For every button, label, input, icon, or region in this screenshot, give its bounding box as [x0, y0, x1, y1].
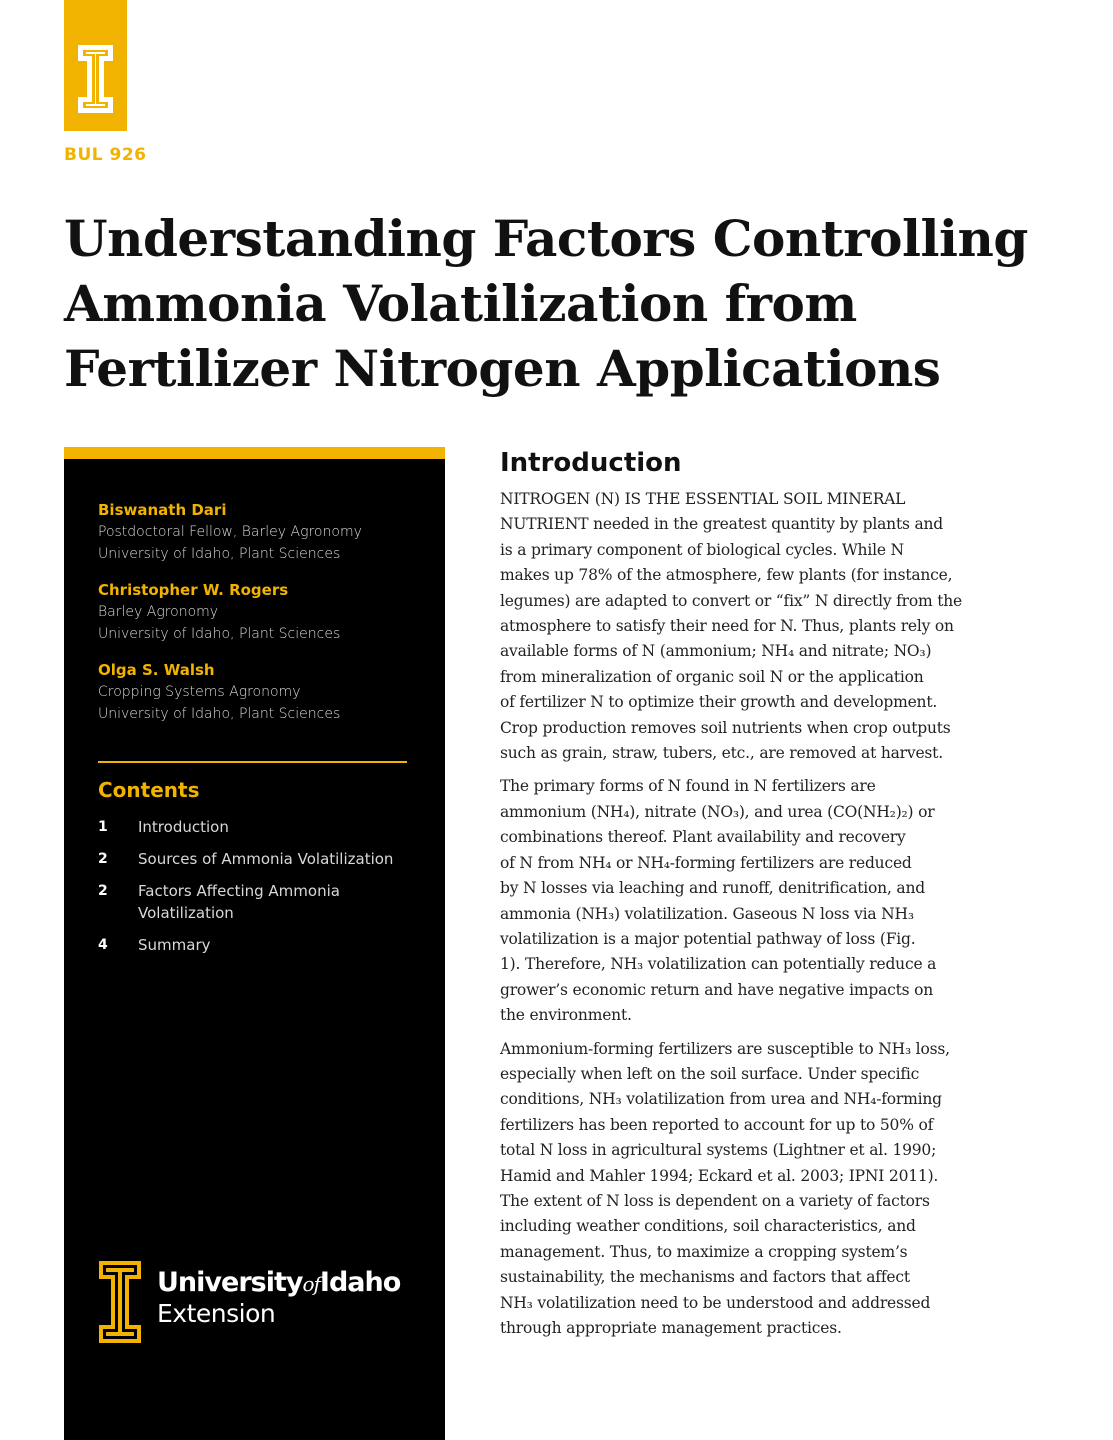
author-block — [98, 579, 418, 645]
text-line: The extent of N loss is dependent on a variety of factors — [500, 1191, 930, 1210]
title-line: Ammonia Volatilization from — [64, 274, 857, 333]
text-line: volatilization is a major potential pathway of loss (Fig. — [500, 929, 916, 948]
contents-heading: Contents — [98, 778, 200, 802]
logo-extension: Extension — [157, 1299, 276, 1328]
text-line: total N loss in agricultural systems (Lightner et al. 1990; — [500, 1141, 937, 1160]
text-line: makes up 78% of the atmosphere, few plants (for instance, — [500, 566, 953, 585]
text-line: such as grain, straw, tubers, etc., are removed at harvest. — [500, 744, 943, 763]
text-line: NUTRIENT needed in the greatest quantity by plants and — [500, 515, 943, 534]
text-line: available forms of N (ammonium; NH₄ and nitrate; NO₃) — [500, 642, 932, 661]
toc-page-number: 4 — [98, 937, 108, 953]
main-content — [500, 445, 1000, 1349]
title-line: Fertilizer Nitrogen Applications — [64, 339, 941, 398]
table-of-contents — [98, 816, 418, 966]
author-title: Cropping Systems Agronomy — [98, 684, 301, 700]
text-line: management. Thus, to maximize a cropping system’s — [500, 1242, 908, 1261]
author-title: Postdoctoral Fellow, Barley Agronomy — [98, 524, 362, 540]
paragraph — [500, 1037, 1000, 1342]
toc-item[interactable] — [98, 816, 418, 838]
text-line: of fertilizer N to optimize their growth and development. — [500, 693, 938, 712]
paragraph — [500, 774, 1000, 1028]
university-i-logo-icon — [77, 44, 114, 114]
text-line: combinations thereof. Plant availability and recovery — [500, 828, 906, 847]
logo-wordmark — [157, 1267, 400, 1300]
text-line: especially when left on the soil surface. Under specific — [500, 1064, 920, 1083]
author-block — [98, 659, 418, 725]
text-line: ammonium (NH₄), nitrate (NO₃), and urea (CO(NH₂)₂) or — [500, 802, 935, 821]
university-of-idaho-extension-logo — [97, 1259, 417, 1349]
text-line: Crop production removes soil nutrients when crop outputs — [500, 718, 951, 737]
section-heading: Introduction — [500, 448, 682, 478]
sidebar — [64, 447, 445, 1440]
text-line: including weather conditions, soil characteristics, and — [500, 1217, 916, 1236]
page-title — [64, 206, 1064, 401]
text-line: sustainability, the mechanisms and factors that affect — [500, 1268, 910, 1287]
toc-label: Introduction — [138, 818, 229, 836]
logo-of: of — [302, 1272, 320, 1296]
text-line: ammonia (NH₃) volatilization. Gaseous N loss via NH₃ — [500, 904, 914, 923]
text-line: Ammonium-forming fertilizers are susceptible to NH₃ loss, — [500, 1039, 950, 1058]
author-block — [98, 499, 418, 565]
author-affiliation: University of Idaho, Plant Sciences — [98, 706, 341, 722]
author-name: Christopher W. Rogers — [98, 581, 289, 599]
university-i-logo-icon — [97, 1259, 143, 1345]
university-logo-tab — [64, 0, 127, 131]
text-line: The primary forms of N found in N fertilizers are — [500, 777, 876, 796]
text-line: NH₃ volatilization need to be understood and addressed — [500, 1293, 931, 1312]
author-name: Biswanath Dari — [98, 501, 227, 519]
toc-item[interactable] — [98, 934, 418, 956]
toc-page-number: 1 — [98, 819, 108, 835]
text-line: through appropriate management practices. — [500, 1319, 842, 1337]
toc-label: Summary — [138, 936, 211, 954]
author-list — [98, 499, 418, 739]
toc-page-number: 2 — [98, 883, 108, 899]
toc-item[interactable] — [98, 880, 418, 924]
author-name: Olga S. Walsh — [98, 661, 215, 679]
bulletin-number: BUL 926 — [64, 145, 147, 165]
title-line: Understanding Factors Controlling — [64, 209, 1028, 268]
text-line: NITROGEN (N) IS THE ESSENTIAL SOIL MINERAL — [500, 490, 906, 508]
text-line: grower’s economic return and have negative impacts on — [500, 980, 934, 999]
toc-label: Factors Affecting Ammonia Volatilization — [138, 882, 340, 922]
toc-page-number: 2 — [98, 851, 108, 867]
author-affiliation: University of Idaho, Plant Sciences — [98, 626, 341, 642]
logo-university: University — [157, 1267, 303, 1298]
contents-divider — [98, 761, 407, 763]
text-line: atmosphere to satisfy their need for N. Thus, plants rely on — [500, 617, 954, 636]
text-line: conditions, NH₃ volatilization from urea and NH₄-forming — [500, 1090, 942, 1109]
text-line: 1). Therefore, NH₃ volatilization can potentially reduce a — [500, 955, 937, 974]
toc-item[interactable] — [98, 848, 418, 870]
author-affiliation: University of Idaho, Plant Sciences — [98, 546, 341, 562]
paragraph — [500, 487, 1000, 766]
text-line: Hamid and Mahler 1994; Eckard et al. 2003; IPNI 2011). — [500, 1166, 939, 1185]
logo-idaho: Idaho — [319, 1267, 401, 1298]
text-line: the environment. — [500, 1006, 632, 1025]
text-line: of N from NH₄ or NH₄-forming fertilizers are reduced — [500, 853, 912, 872]
text-line: legumes) are adapted to convert or “fix” N directly from the — [500, 591, 963, 610]
text-line: by N losses via leaching and runoff, denitrification, and — [500, 879, 925, 898]
text-line: fertilizers has been reported to account for up to 50% of — [500, 1115, 934, 1134]
text-line: is a primary component of biological cycles. While N — [500, 540, 904, 559]
text-line: from mineralization of organic soil N or the application — [500, 667, 924, 686]
toc-label: Sources of Ammonia Volatilization — [138, 850, 394, 868]
author-title: Barley Agronomy — [98, 604, 219, 620]
